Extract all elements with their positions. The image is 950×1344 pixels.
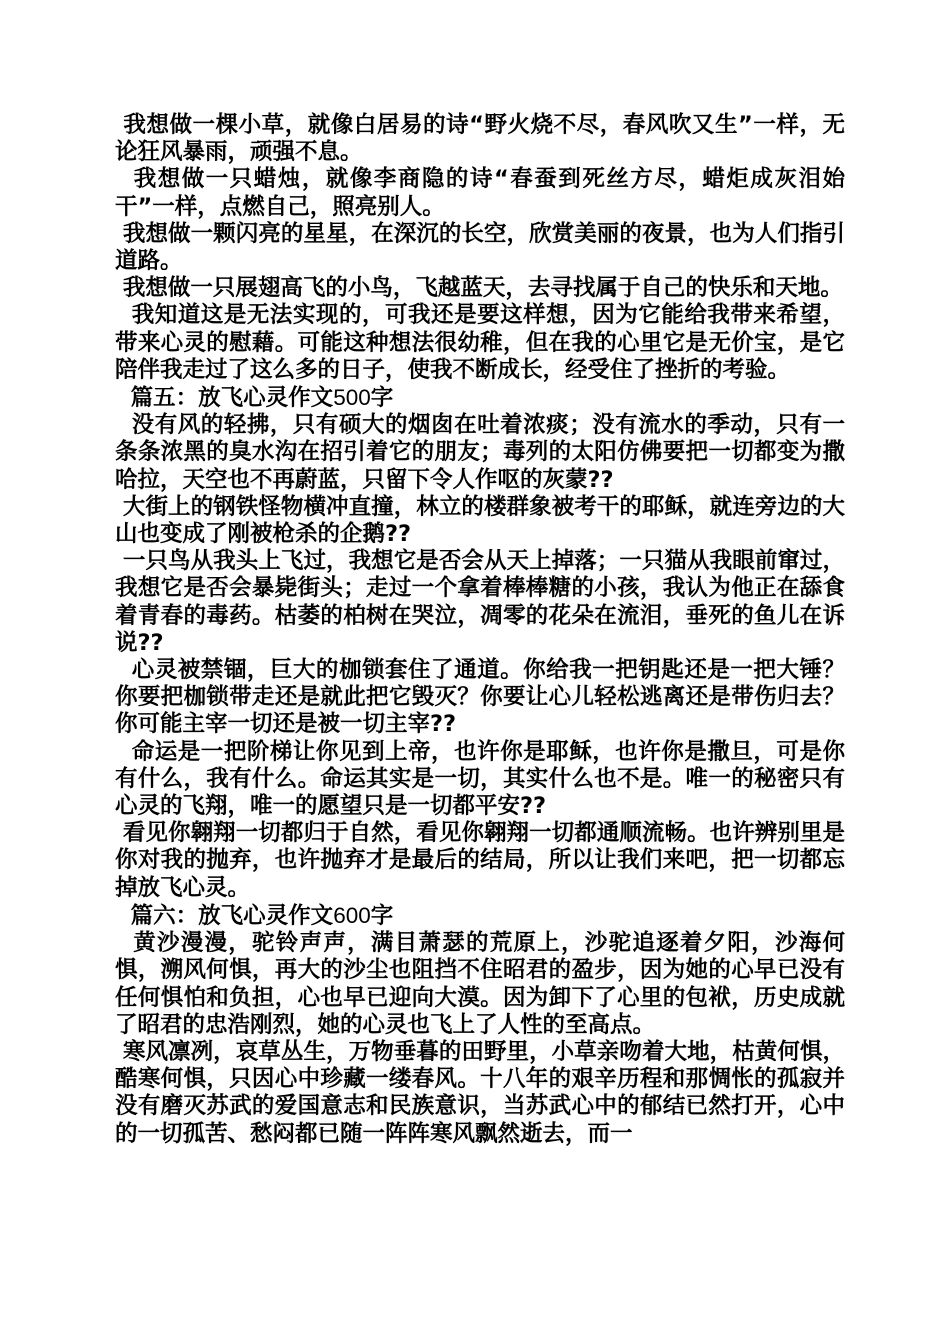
paragraph	[115, 275, 845, 302]
paragraph-text: 我知道这是无法实现的，可我还是要这样想，因为它能给我带来希望，带来心灵的慰藉。可能这种想法很幼稚，但在我的心里它是无价宝，是它陪伴我走过了这么多的日子，使我不断成长，经受住了挫折的考验。	[115, 302, 845, 383]
paragraph-text: 我想做一棵小草，就像白居易的诗“野火烧不尽，春风吹又生”一样，无论狂风暴雨，顽强不息。	[115, 112, 845, 166]
paragraph	[115, 1039, 845, 1148]
paragraph-text: 我想做一只展翅高飞的小鸟，飞越蓝天，去寻找属于自己的快乐和天地。	[122, 275, 843, 302]
paragraph	[115, 112, 845, 166]
paragraph-indent	[115, 302, 132, 328]
paragraph	[115, 166, 845, 220]
paragraph-text: 一只鸟从我头上飞过，我想它是否会从天上掉落；一只猫从我眼前窜过，我想它是否会暴毙街头；走过一个拿着棒棒糖的小孩，我认为他正在舔食着青春的毒药。枯萎的柏树在哭泣，凋零的花朵在流泪，垂死的鱼儿在诉说??	[115, 548, 845, 656]
paragraph	[115, 302, 845, 384]
paragraph-indent	[115, 494, 123, 520]
heading-unit: 字	[370, 385, 394, 412]
heading-label: 篇五：放飞心灵作文	[130, 385, 334, 412]
paragraph-indent	[115, 657, 132, 683]
heading-word-count: 600	[333, 902, 371, 928]
paragraph-text: 大街上的钢铁怪物横冲直撞，林立的楼群象被考干的耶稣，就连旁边的大山也变成了刚被枪杀的企鹅??	[115, 493, 845, 548]
paragraph	[115, 221, 845, 275]
heading-label: 篇六：放飞心灵作文	[130, 902, 334, 929]
paragraph-indent	[115, 166, 134, 192]
paragraph-text: 命运是一把阶梯让你见到上帝，也许你是耶稣，也许你是撒旦，可是你有什么，我有什么。命运其实是一切，其实什么也不是。唯一的秘密只有心灵的飞翔，唯一的愿望只是一切都平安??	[115, 738, 845, 820]
paragraph-text: 看见你翱翔一切都归于自然，看见你翱翔一切都通顺流畅。也许辨别里是你对我的抛弃，也许抛弃才是最后的结局，所以让我们来吧，把一切都忘掉放飞心灵。	[115, 820, 845, 901]
paragraph	[115, 548, 845, 657]
paragraph-indent	[115, 221, 123, 247]
paragraph-indent	[115, 548, 123, 574]
paragraph	[115, 657, 845, 739]
paragraph-indent	[115, 739, 132, 765]
paragraph-indent	[115, 930, 133, 956]
paragraph	[115, 930, 845, 1039]
paragraph	[115, 412, 845, 494]
heading-unit: 字	[370, 902, 394, 929]
paragraph-text: 寒风凛冽，哀草丛生，万物垂暮的田野里，小草亲吻着大地，枯黄何惧，酷寒何惧，只因心中珍藏一缕春风。十八年的艰辛历程和那惆怅的孤寂并没有磨灭苏武的爱国意志和民族意识，当苏武心中的郁结已然打开，心中的一切孤苦、愁闷都已随一阵阵寒风飘然逝去，而一	[115, 1038, 845, 1147]
heading-word-count: 500	[333, 385, 371, 411]
paragraph-text: 我想做一只蜡烛，就像李商隐的诗“春蚕到死丝方尽，蜡炬成灰泪始干”一样，点燃自己，照亮别人。	[115, 166, 845, 220]
section-heading	[115, 902, 845, 930]
section-heading	[115, 384, 845, 412]
paragraph-text: 心灵被禁锢，巨大的枷锁套住了通道。你给我一把钥匙还是一把大锤？你要把枷锁带走还是就此把它毁灭？你要让心儿轻松逃离还是带伤归去？你可能主宰一切还是被一切主宰??	[115, 657, 845, 738]
paragraph-indent	[115, 1039, 123, 1065]
paragraph-indent	[115, 275, 123, 301]
paragraph-indent	[115, 820, 123, 846]
heading-indent	[115, 385, 131, 411]
heading-indent	[115, 903, 131, 929]
paragraph	[115, 739, 845, 821]
paragraph-indent	[115, 412, 132, 438]
paragraph-text: 我想做一颗闪亮的星星，在深沉的长空，欣赏美丽的夜景，也为人们指引道路。	[115, 220, 845, 275]
paragraph-text: 黄沙漫漫，驼铃声声，满目萧瑟的荒原上，沙驼追逐着夕阳，沙海何惧，溯风何惧，再大的沙尘也阻挡不住昭君的盈步，因为她的心早已没有任何惧怕和负担，心也早已迎向大漠。因为卸下了心里的包袱，历史成就了昭君的忠浩刚烈，她的心灵也飞上了人性的至高点。	[115, 930, 845, 1038]
paragraph	[115, 494, 845, 548]
document-page	[115, 112, 845, 1148]
paragraph	[115, 820, 845, 902]
paragraph-text: 没有风的轻拂，只有硕大的烟囱在吐着浓痰；没有流水的季动，只有一条条浓黑的臭水沟在招引着它的朋友；毒列的太阳仿佛要把一切都变为撒哈拉，天空也不再蔚蓝，只留下令人作呕的灰蒙??	[115, 412, 845, 493]
